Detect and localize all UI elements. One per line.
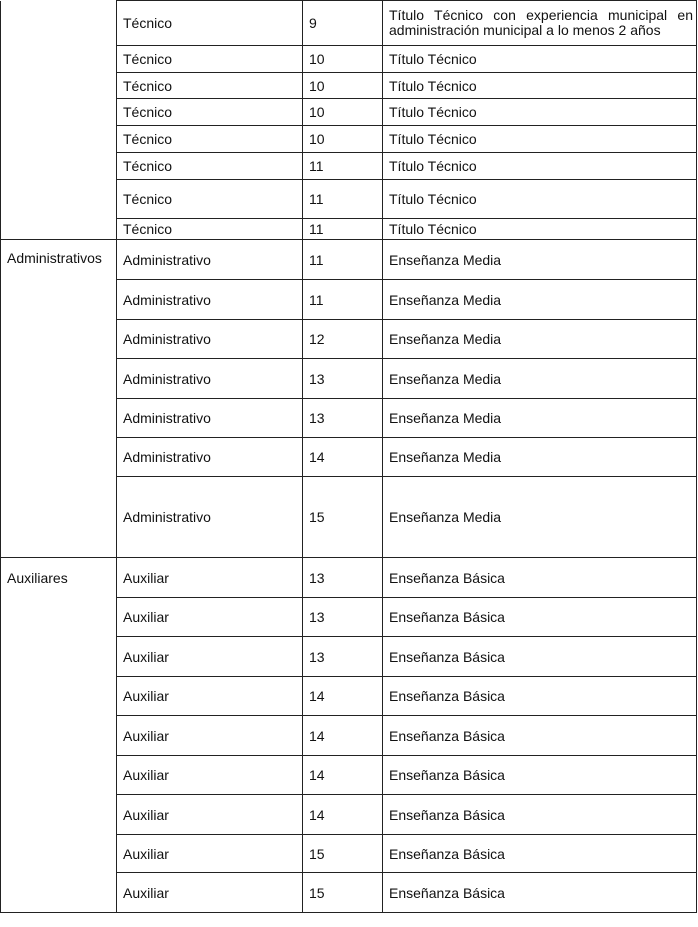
requisito-cell: Enseñanza Media	[383, 320, 697, 359]
cargo-cell: Administrativo	[117, 359, 303, 399]
grado-cell: 10	[303, 99, 383, 126]
group-cell-administrativos	[1, 240, 117, 558]
grado-cell: 13	[303, 359, 383, 399]
grado-cell: 14	[303, 795, 383, 835]
cargo-cell: Administrativo	[117, 477, 303, 558]
requisito-cell: Título Técnico	[383, 73, 697, 99]
grado-cell: 13	[303, 558, 383, 598]
grado-cell: 11	[303, 153, 383, 180]
grado-cell: 15	[303, 873, 383, 913]
requisito-cell: Título Técnico con experiencia municipal en administración municipal a lo menos 2 años	[383, 1, 697, 46]
grado-cell: 10	[303, 126, 383, 153]
cargo-cell: Técnico	[117, 73, 303, 99]
cargo-cell: Administrativo	[117, 438, 303, 477]
grado-cell: 13	[303, 399, 383, 438]
cargo-cell: Administrativo	[117, 280, 303, 320]
cargo-cell: Auxiliar	[117, 558, 303, 598]
cargo-cell: Administrativo	[117, 240, 303, 280]
grado-cell: 14	[303, 677, 383, 716]
cargo-cell: Técnico	[117, 1, 303, 46]
requisito-cell: Título Técnico	[383, 46, 697, 73]
requisito-cell: Enseñanza Básica	[383, 795, 697, 835]
cargo-cell: Auxiliar	[117, 598, 303, 637]
requisito-cell: Enseñanza Básica	[383, 716, 697, 756]
grado-cell: 11	[303, 219, 383, 240]
requisito-cell: Título Técnico	[383, 153, 697, 180]
requisito-cell: Enseñanza Básica	[383, 835, 697, 873]
cargo-cell: Auxiliar	[117, 795, 303, 835]
grado-cell: 11	[303, 180, 383, 219]
grado-cell: 10	[303, 46, 383, 73]
grado-cell: 9	[303, 1, 383, 46]
requisito-cell: Enseñanza Básica	[383, 637, 697, 677]
group-cell-auxiliares	[1, 558, 117, 913]
table-row	[1, 240, 697, 280]
requisito-cell: Título Técnico	[383, 126, 697, 153]
grado-cell: 11	[303, 280, 383, 320]
cargo-cell: Administrativo	[117, 320, 303, 359]
cargo-cell: Técnico	[117, 180, 303, 219]
grado-cell: 13	[303, 598, 383, 637]
requisito-cell: Enseñanza Básica	[383, 677, 697, 716]
cargo-cell: Auxiliar	[117, 873, 303, 913]
cargo-cell: Auxiliar	[117, 716, 303, 756]
grado-cell: 15	[303, 835, 383, 873]
requisito-cell: Enseñanza Media	[383, 399, 697, 438]
group-label: Auxiliares	[7, 570, 68, 586]
group-cell-tecnicos	[1, 1, 117, 240]
cargo-cell: Técnico	[117, 153, 303, 180]
table-row	[1, 558, 697, 598]
grado-cell: 14	[303, 756, 383, 795]
requisito-cell: Enseñanza Básica	[383, 558, 697, 598]
requisito-cell: Enseñanza Media	[383, 359, 697, 399]
grado-cell: 15	[303, 477, 383, 558]
requisito-cell: Título Técnico	[383, 99, 697, 126]
requisito-cell: Enseñanza Media	[383, 240, 697, 280]
grado-cell: 11	[303, 240, 383, 280]
requisito-cell: Enseñanza Básica	[383, 756, 697, 795]
cargo-cell: Auxiliar	[117, 677, 303, 716]
requisito-cell: Título Técnico	[383, 219, 697, 240]
cargo-cell: Auxiliar	[117, 637, 303, 677]
requisito-cell: Enseñanza Media	[383, 438, 697, 477]
requisito-cell: Enseñanza Media	[383, 280, 697, 320]
cargo-cell: Técnico	[117, 46, 303, 73]
requisito-cell: Enseñanza Básica	[383, 873, 697, 913]
grado-cell: 12	[303, 320, 383, 359]
cargo-cell: Técnico	[117, 219, 303, 240]
cargo-cell: Auxiliar	[117, 756, 303, 795]
grado-cell: 10	[303, 73, 383, 99]
cargo-cell: Técnico	[117, 126, 303, 153]
requisito-cell: Enseñanza Básica	[383, 598, 697, 637]
cargo-cell: Auxiliar	[117, 835, 303, 873]
group-label: Administrativos	[7, 250, 102, 266]
cargo-cell: Técnico	[117, 99, 303, 126]
cargo-cell: Administrativo	[117, 399, 303, 438]
table-row	[1, 1, 697, 46]
grado-cell: 13	[303, 637, 383, 677]
grado-cell: 14	[303, 716, 383, 756]
grado-cell: 14	[303, 438, 383, 477]
requisito-cell: Enseñanza Media	[383, 477, 697, 558]
requisito-cell: Título Técnico	[383, 180, 697, 219]
